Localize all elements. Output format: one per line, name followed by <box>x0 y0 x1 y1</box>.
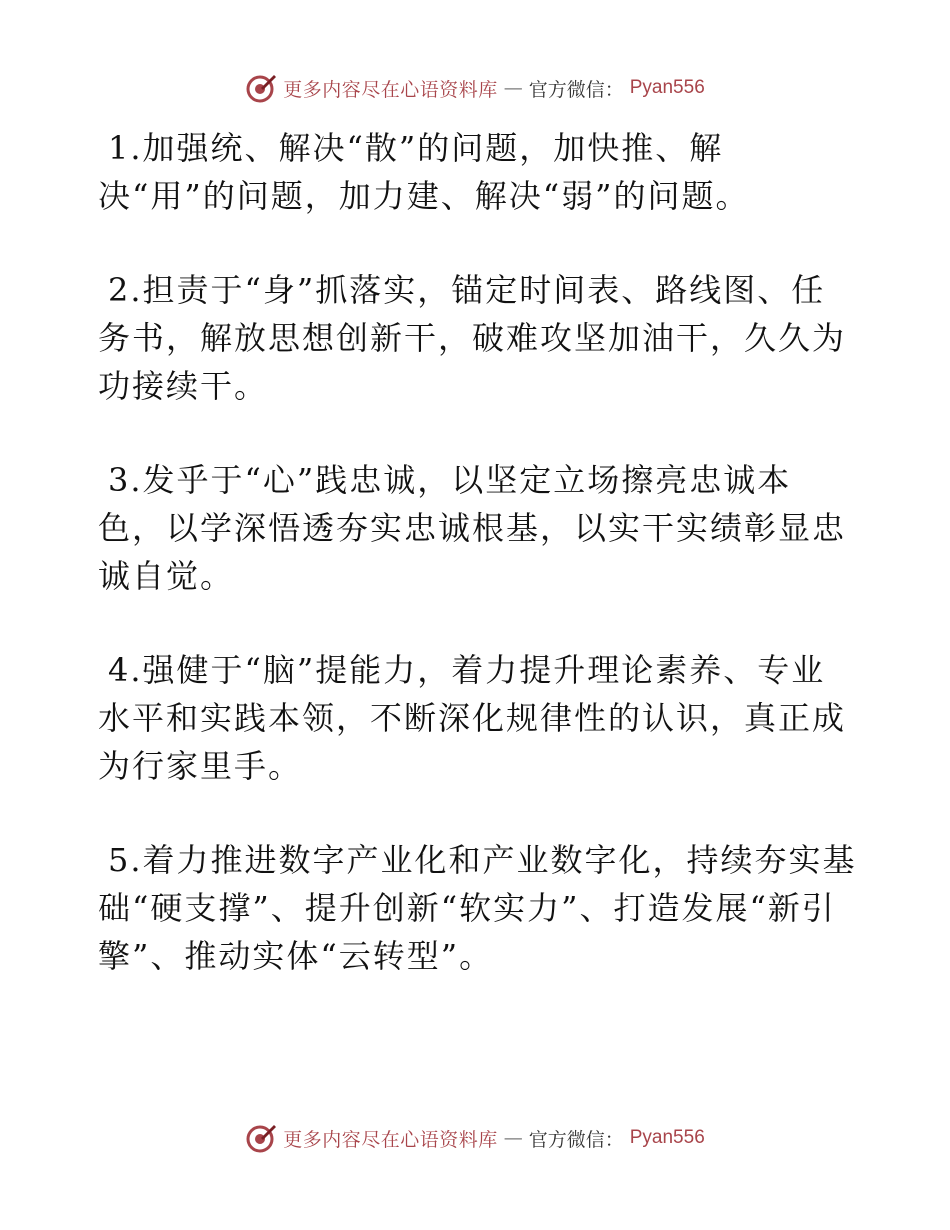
banner-separator: — <box>503 1127 523 1149</box>
banner-site-text: 更多内容尽在心语资料库 <box>283 1128 498 1151</box>
paragraph-3: 3.发乎于“心”践忠诚，以坚定立场擦亮忠诚本色，以学深悟透夯实忠诚根基，以实干实绩彰显忠诚自觉。 <box>98 461 847 595</box>
paragraph-5: 5.着力推进数字产业化和产业数字化，持续夯实基础“硬支撑”、提升创新“软实力”、打造发展“新引擎”、推动实体“云转型”。 <box>98 841 857 975</box>
paragraph-2: 2.担责于“身”抓落实，锚定时间表、路线图、任务书，解放思想创新干，破难攻坚加油干，久久为功接续干。 <box>98 271 847 405</box>
paragraph-4: 4.强健于“脑”提能力，着力提升理论素养、专业水平和实践本领，不断深化规律性的认识，真正成为行家里手。 <box>98 651 847 785</box>
banner-separator: — <box>503 77 523 99</box>
pen-logo-icon <box>245 1122 277 1154</box>
pen-logo-icon <box>245 72 277 104</box>
banner-wechat-id: Pyan556 <box>629 77 705 98</box>
banner-wechat-label: 官方微信： <box>528 78 624 101</box>
banner-site-text: 更多内容尽在心语资料库 <box>283 78 498 101</box>
banner-wechat-label: 官方微信： <box>528 1128 624 1151</box>
paragraph-1: 1.加强统、解决“散”的问题，加快推、解决“用”的问题，加力建、解决“弱”的问题。 <box>98 129 750 215</box>
document-body <box>98 124 858 1026</box>
banner-wechat-id: Pyan556 <box>629 1127 705 1148</box>
header-banner <box>0 72 950 104</box>
footer-banner <box>0 1122 950 1154</box>
